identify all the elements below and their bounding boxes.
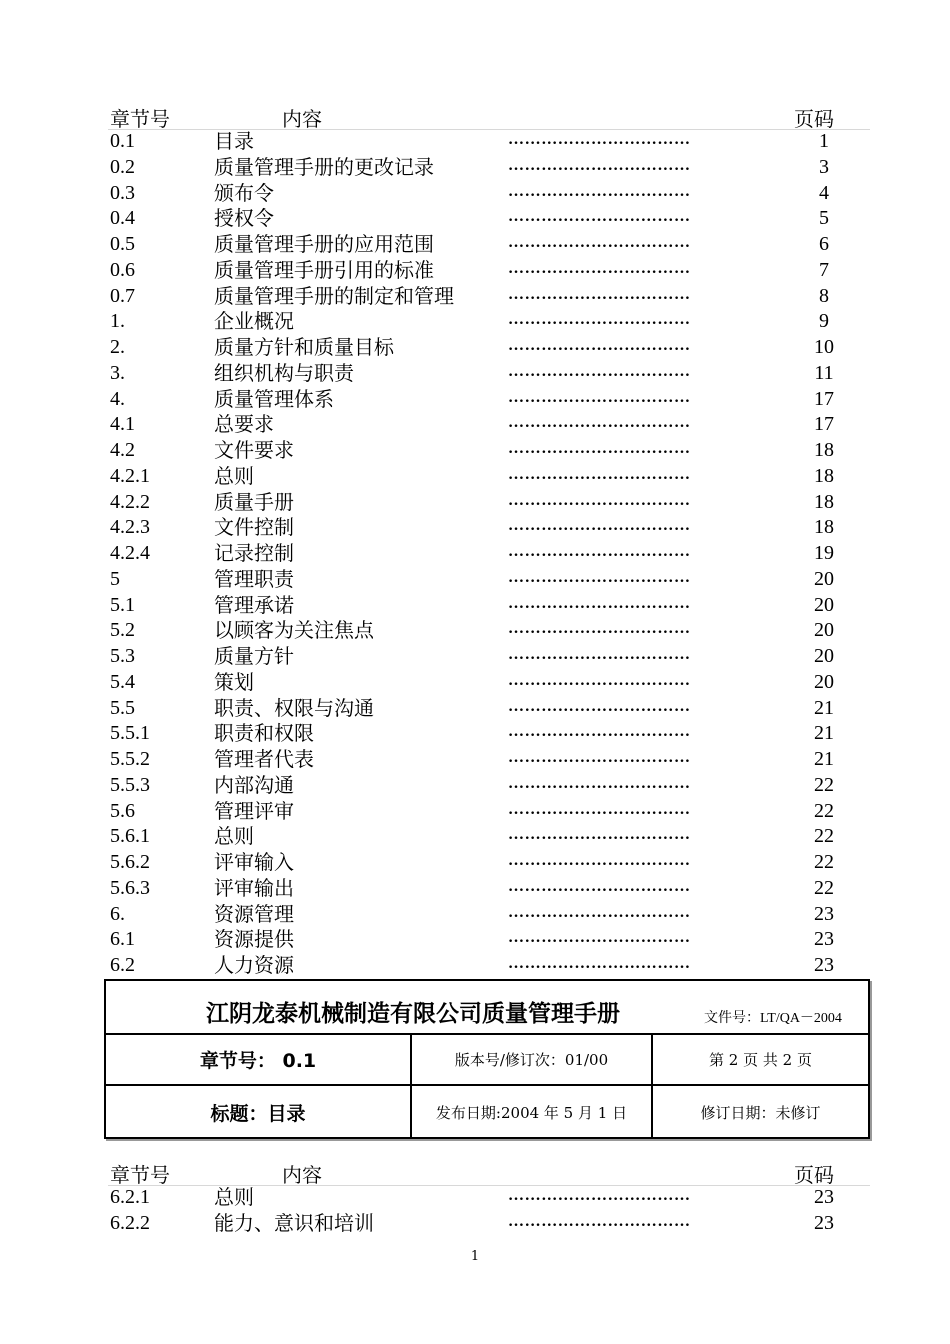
toc-leader-dots: …………………………… — [508, 1187, 691, 1204]
toc-entry-title: 人力资源 — [214, 953, 294, 977]
toc-entry — [108, 799, 870, 825]
toc-entry-page: 23 — [814, 1186, 834, 1208]
revise-date-cell — [653, 1086, 868, 1137]
revise-date: 修订日期：未修订 — [700, 1104, 821, 1122]
toc-entry — [108, 309, 870, 335]
toc-entry-page: 23 — [814, 954, 834, 976]
toc-entry-title: 目录 — [214, 129, 254, 153]
toc-leader-dots: …………………………… — [508, 1212, 691, 1230]
toc-entry-number: 0.7 — [110, 284, 135, 307]
toc-entry-number: 3. — [110, 361, 125, 384]
section-title: 标题：目录 — [210, 1103, 306, 1125]
toc-entry-page: 22 — [814, 851, 834, 873]
toc-entry-title: 组织机构与职责 — [214, 360, 354, 385]
toc-entry-number: 0.6 — [110, 258, 135, 281]
toc-leader-dots: …………………………… — [508, 646, 691, 663]
toc-leader-dots: …………………………… — [508, 671, 691, 689]
toc-entry-page: 18 — [814, 490, 834, 513]
toc-entry — [108, 1185, 870, 1211]
toc-entry-title: 策划 — [214, 669, 254, 694]
toc-entry-number: 5.4 — [110, 670, 135, 693]
toc-entry-title: 颁布令 — [214, 180, 274, 205]
toc-leader-dots: …………………………… — [508, 517, 691, 535]
toc-entry-title: 质量管理手册的更改记录 — [214, 154, 434, 179]
version-cell — [412, 1033, 653, 1084]
toc-entry-page: 8 — [819, 284, 829, 307]
document-number: 文件号：LT/QA－2004 — [704, 1011, 842, 1026]
toc-leader-dots: …………………………… — [508, 774, 691, 792]
document-title-block — [104, 979, 870, 1139]
toc-entry — [108, 335, 870, 361]
toc-entry-number: 4.2.1 — [110, 464, 150, 487]
toc-entry-number: 5.6.2 — [110, 851, 150, 873]
toc-entry — [108, 618, 870, 644]
toc-entry-number: 5.5.3 — [110, 773, 150, 796]
toc-entry-title: 质量管理手册的制定和管理 — [214, 283, 454, 308]
toc-entry-title: 总则 — [214, 1185, 254, 1209]
toc-entry — [108, 953, 870, 979]
toc-entry-number: 6.2.2 — [110, 1211, 150, 1234]
toc-entry-page: 22 — [814, 799, 834, 822]
toc-entry-title: 质量管理手册引用的标准 — [214, 257, 434, 282]
toc-entry-page: 3 — [819, 155, 829, 178]
toc-leader-dots: …………………………… — [508, 749, 691, 766]
toc-entry-title: 资源提供 — [214, 927, 294, 952]
chapter-number: 章节号： 0.1 — [199, 1050, 317, 1072]
toc-entry-page: 21 — [814, 696, 834, 719]
publish-date-cell — [412, 1086, 653, 1137]
toc-entry-number: 5.5 — [110, 696, 135, 719]
toc-leader-dots: …………………………… — [508, 620, 691, 638]
toc-entry — [108, 438, 870, 464]
toc-entry-page: 7 — [819, 258, 829, 281]
toc-entry — [108, 232, 870, 258]
page-column-label: 页码 — [794, 107, 834, 131]
toc-entry — [108, 155, 870, 181]
info-row-1 — [106, 1033, 868, 1086]
toc-leader-dots: …………………………… — [508, 182, 691, 200]
toc-entry-title: 总则 — [214, 463, 254, 488]
toc-leader-dots: …………………………… — [508, 955, 691, 972]
toc-entry-number: 4.2.2 — [110, 490, 150, 513]
toc-entry — [108, 361, 870, 387]
toc-leader-dots: …………………………… — [508, 234, 691, 251]
toc-entry — [108, 567, 870, 593]
toc-entry-page: 10 — [814, 336, 834, 358]
toc-entry-title: 质量方针 — [214, 644, 294, 668]
toc-entry-title: 以顾客为关注焦点 — [214, 618, 374, 643]
toc-entry — [108, 876, 870, 902]
toc-entry — [108, 670, 870, 696]
toc-entry — [108, 902, 870, 928]
toc-leader-dots: …………………………… — [508, 311, 691, 329]
toc-entry-number: 5.6.3 — [110, 876, 150, 899]
page-info-cell — [653, 1033, 868, 1084]
toc-entry — [108, 1211, 870, 1237]
content-column-label: 内容 — [282, 1163, 322, 1187]
toc-entry-title: 职责和权限 — [214, 721, 314, 746]
toc-entry-number: 5.6.1 — [110, 825, 150, 848]
toc-entry-title: 职责、权限与沟通 — [214, 695, 374, 720]
toc-entry-title: 评审输出 — [214, 875, 294, 900]
chapter-column-label: 章节号 — [110, 1163, 170, 1187]
toc-entry-page: 11 — [814, 361, 834, 384]
toc-entry — [108, 773, 870, 799]
toc-entry-number: 5.6 — [110, 799, 135, 822]
toc-entry-page: 18 — [814, 464, 834, 487]
toc-entry — [108, 515, 870, 541]
toc-entry-number: 0.1 — [110, 130, 135, 152]
title-row — [106, 981, 868, 1035]
toc-entry-number: 0.5 — [110, 233, 135, 255]
toc-entry-number: 0.3 — [110, 181, 135, 204]
toc-entry — [108, 721, 870, 747]
toc-entry — [108, 258, 870, 284]
toc-entry-number: 2. — [110, 336, 125, 358]
toc-entry-title: 授权令 — [214, 206, 274, 231]
toc-entry-title: 内部沟通 — [214, 772, 294, 797]
company-manual-title: 江阴龙泰机械制造有限公司质量管理手册 — [206, 1001, 620, 1027]
toc-entry-title: 能力、意识和培训 — [214, 1210, 374, 1235]
toc-entry — [108, 644, 870, 670]
toc-entry — [108, 181, 870, 207]
toc-entry-number: 5.3 — [110, 645, 135, 667]
toc-entry — [108, 927, 870, 953]
version-info: 版本号/修订次：01/00 — [454, 1051, 609, 1069]
title-cell — [106, 1086, 412, 1137]
toc-leader-dots: …………………………… — [508, 903, 691, 921]
toc-leader-dots: …………………………… — [508, 877, 691, 895]
toc-entry-page: 20 — [814, 567, 834, 590]
toc-leader-dots: …………………………… — [508, 594, 691, 612]
toc-leader-dots: …………………………… — [508, 156, 691, 174]
toc-entry — [108, 541, 870, 567]
toc-entry — [108, 284, 870, 310]
chapter-column-label: 章节号 — [110, 107, 170, 131]
toc-entry-number: 4.1 — [110, 413, 135, 436]
toc-entry-number: 4.2.3 — [110, 516, 150, 539]
toc-entry — [108, 850, 870, 876]
toc-entry — [108, 747, 870, 773]
toc-entry-number: 5.5.1 — [110, 722, 150, 745]
toc-entry-page: 20 — [814, 670, 834, 693]
toc-entry-title: 管理者代表 — [214, 747, 314, 771]
toc-entry-title: 总则 — [214, 824, 254, 849]
toc-entry — [108, 206, 870, 232]
toc-entry-title: 记录控制 — [214, 541, 294, 565]
toc-list-part1 — [108, 129, 870, 979]
toc-entry-number: 4.2.4 — [110, 542, 150, 564]
toc-entry-page: 23 — [814, 928, 834, 951]
toc-entry-page: 1 — [819, 130, 829, 152]
toc-header-top — [108, 103, 870, 130]
toc-entry-number: 4.2 — [110, 439, 135, 461]
toc-leader-dots: …………………………… — [508, 337, 691, 354]
toc-entry-page: 9 — [819, 310, 829, 333]
toc-entry-page: 5 — [819, 207, 829, 230]
info-row-2 — [106, 1086, 868, 1137]
publish-date: 发布日期:2004 年 5 月 1 日 — [435, 1104, 628, 1122]
toc-entry — [108, 593, 870, 619]
toc-header-bottom — [108, 1159, 870, 1186]
toc-leader-dots: …………………………… — [508, 929, 691, 947]
toc-entry-page: 21 — [814, 748, 834, 770]
toc-entry-page: 6 — [819, 233, 829, 255]
toc-leader-dots: …………………………… — [508, 568, 691, 586]
toc-leader-dots: …………………………… — [508, 131, 691, 148]
toc-entry-number: 0.4 — [110, 207, 135, 230]
toc-leader-dots: …………………………… — [508, 543, 691, 560]
toc-entry-title: 管理职责 — [214, 566, 294, 591]
page-number: 1 — [470, 1249, 480, 1264]
toc-leader-dots: …………………………… — [508, 826, 691, 844]
toc-leader-dots: …………………………… — [508, 362, 691, 380]
toc-entry-number: 4. — [110, 387, 125, 410]
toc-entry-page: 18 — [814, 439, 834, 461]
toc-entry-page: 22 — [814, 876, 834, 899]
toc-entry-title: 管理承诺 — [214, 592, 294, 617]
toc-entry-title: 总要求 — [214, 412, 274, 437]
toc-entry-number: 5.5.2 — [110, 748, 150, 770]
toc-entry-number: 1. — [110, 310, 125, 333]
toc-leader-dots: …………………………… — [508, 285, 691, 303]
toc-entry-title: 资源管理 — [214, 901, 294, 926]
toc-leader-dots: …………………………… — [508, 414, 691, 432]
toc-entry-page: 21 — [814, 722, 834, 745]
toc-leader-dots: …………………………… — [508, 491, 691, 509]
toc-entry-title: 企业概况 — [214, 309, 294, 334]
content-column-label: 内容 — [282, 107, 322, 131]
toc-entry-title: 质量管理手册的应用范围 — [214, 232, 434, 256]
toc-entry-number: 6.1 — [110, 928, 135, 951]
toc-entry — [108, 696, 870, 722]
toc-entry-page: 4 — [819, 181, 829, 204]
page-info: 第 2 页 共 2 页 — [709, 1051, 812, 1069]
toc-leader-dots: …………………………… — [508, 723, 691, 741]
toc-entry — [108, 490, 870, 516]
toc-leader-dots: …………………………… — [508, 465, 691, 483]
chapter-cell — [106, 1033, 412, 1084]
toc-leader-dots: …………………………… — [508, 800, 691, 818]
toc-entry-page: 17 — [814, 387, 834, 410]
toc-entry-page: 20 — [814, 645, 834, 667]
toc-leader-dots: …………………………… — [508, 388, 691, 406]
toc-entry-page: 22 — [814, 773, 834, 796]
toc-entry-number: 6.2 — [110, 954, 135, 976]
toc-entry-title: 管理评审 — [214, 798, 294, 823]
toc-entry-number: 6. — [110, 902, 125, 925]
toc-entry — [108, 412, 870, 438]
toc-entry-page: 23 — [814, 1211, 834, 1234]
toc-entry — [108, 464, 870, 490]
toc-entry-page: 17 — [814, 413, 834, 436]
toc-leader-dots: …………………………… — [508, 259, 691, 277]
toc-entry-title: 质量管理体系 — [214, 386, 334, 411]
toc-entry-page: 20 — [814, 619, 834, 642]
toc-leader-dots: …………………………… — [508, 208, 691, 226]
toc-entry-page: 23 — [814, 902, 834, 925]
toc-entry-title: 评审输入 — [214, 850, 294, 874]
toc-entry-number: 6.2.1 — [110, 1186, 150, 1208]
toc-leader-dots: …………………………… — [508, 852, 691, 869]
toc-entry — [108, 129, 870, 155]
toc-entry-page: 22 — [814, 825, 834, 848]
toc-entry-number: 5.1 — [110, 593, 135, 616]
toc-list-part2 — [108, 1185, 870, 1237]
toc-entry — [108, 824, 870, 850]
toc-entry-title: 文件控制 — [214, 515, 294, 540]
toc-entry-page: 20 — [814, 593, 834, 616]
toc-entry-page: 18 — [814, 516, 834, 539]
toc-leader-dots: …………………………… — [508, 440, 691, 457]
toc-entry-number: 0.2 — [110, 155, 135, 178]
toc-entry — [108, 387, 870, 413]
toc-entry-page: 19 — [814, 542, 834, 564]
page-column-label: 页码 — [794, 1163, 834, 1187]
toc-entry-title: 质量方针和质量目标 — [214, 335, 394, 359]
toc-leader-dots: …………………………… — [508, 697, 691, 715]
toc-entry-title: 文件要求 — [214, 438, 294, 462]
toc-entry-number: 5.2 — [110, 619, 135, 642]
toc-entry-number: 5 — [110, 567, 120, 590]
toc-entry-title: 质量手册 — [214, 489, 294, 514]
